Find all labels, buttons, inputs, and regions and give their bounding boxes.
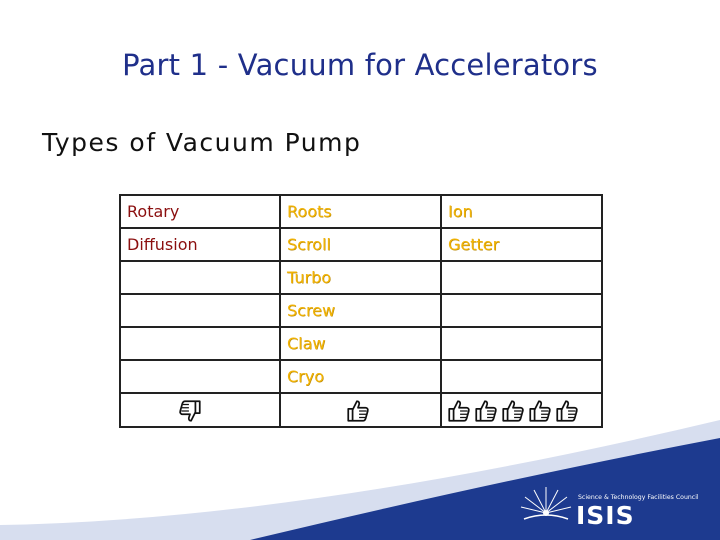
table-cell bbox=[441, 327, 602, 360]
thumbs-up-icon bbox=[446, 398, 472, 424]
table-cell bbox=[120, 360, 280, 393]
rating-cell-roots bbox=[280, 393, 441, 427]
table-cell: Getter bbox=[441, 228, 602, 261]
table-cell bbox=[441, 360, 602, 393]
table-cell: Rotary bbox=[120, 195, 280, 228]
table-cell bbox=[441, 261, 602, 294]
table-cell bbox=[120, 327, 280, 360]
stfc-logo-icon bbox=[518, 483, 574, 527]
table-row bbox=[120, 294, 602, 327]
rating-icons bbox=[177, 398, 203, 424]
thumbs-up-icon bbox=[554, 398, 580, 424]
rating-cell-ion bbox=[441, 393, 602, 427]
table-cell bbox=[120, 294, 280, 327]
slide-title: Part 1 - Vacuum for Accelerators bbox=[122, 48, 598, 82]
table-cell: Claw bbox=[280, 327, 441, 360]
org-logo-text: ISIS bbox=[576, 501, 635, 530]
table-cell: Roots bbox=[280, 195, 441, 228]
thumbs-up-icon bbox=[473, 398, 499, 424]
slide-subtitle: Types of Vacuum Pump bbox=[42, 128, 362, 157]
pump-table-body bbox=[120, 195, 602, 427]
pump-table bbox=[119, 194, 603, 428]
table-cell bbox=[441, 294, 602, 327]
rating-icons bbox=[345, 398, 371, 424]
table-row bbox=[120, 360, 602, 393]
org-name: Science & Technology Facilities Council bbox=[578, 494, 699, 501]
rating-icons bbox=[446, 398, 580, 424]
table-cell: Turbo bbox=[280, 261, 441, 294]
thumbs-up-icon bbox=[345, 398, 371, 424]
thumbs-up-icon bbox=[500, 398, 526, 424]
table-cell: Screw bbox=[280, 294, 441, 327]
table-cell: Ion bbox=[441, 195, 602, 228]
thumbs-up-icon bbox=[527, 398, 553, 424]
rating-row bbox=[120, 393, 602, 427]
table-cell: Cryo bbox=[280, 360, 441, 393]
table-row bbox=[120, 228, 602, 261]
table-row bbox=[120, 327, 602, 360]
table-row bbox=[120, 195, 602, 228]
table-cell: Diffusion bbox=[120, 228, 280, 261]
table-cell bbox=[120, 261, 280, 294]
rating-cell-rotary bbox=[120, 393, 280, 427]
table-row bbox=[120, 261, 602, 294]
table-cell: Scroll bbox=[280, 228, 441, 261]
thumbs-down-icon bbox=[177, 398, 203, 424]
